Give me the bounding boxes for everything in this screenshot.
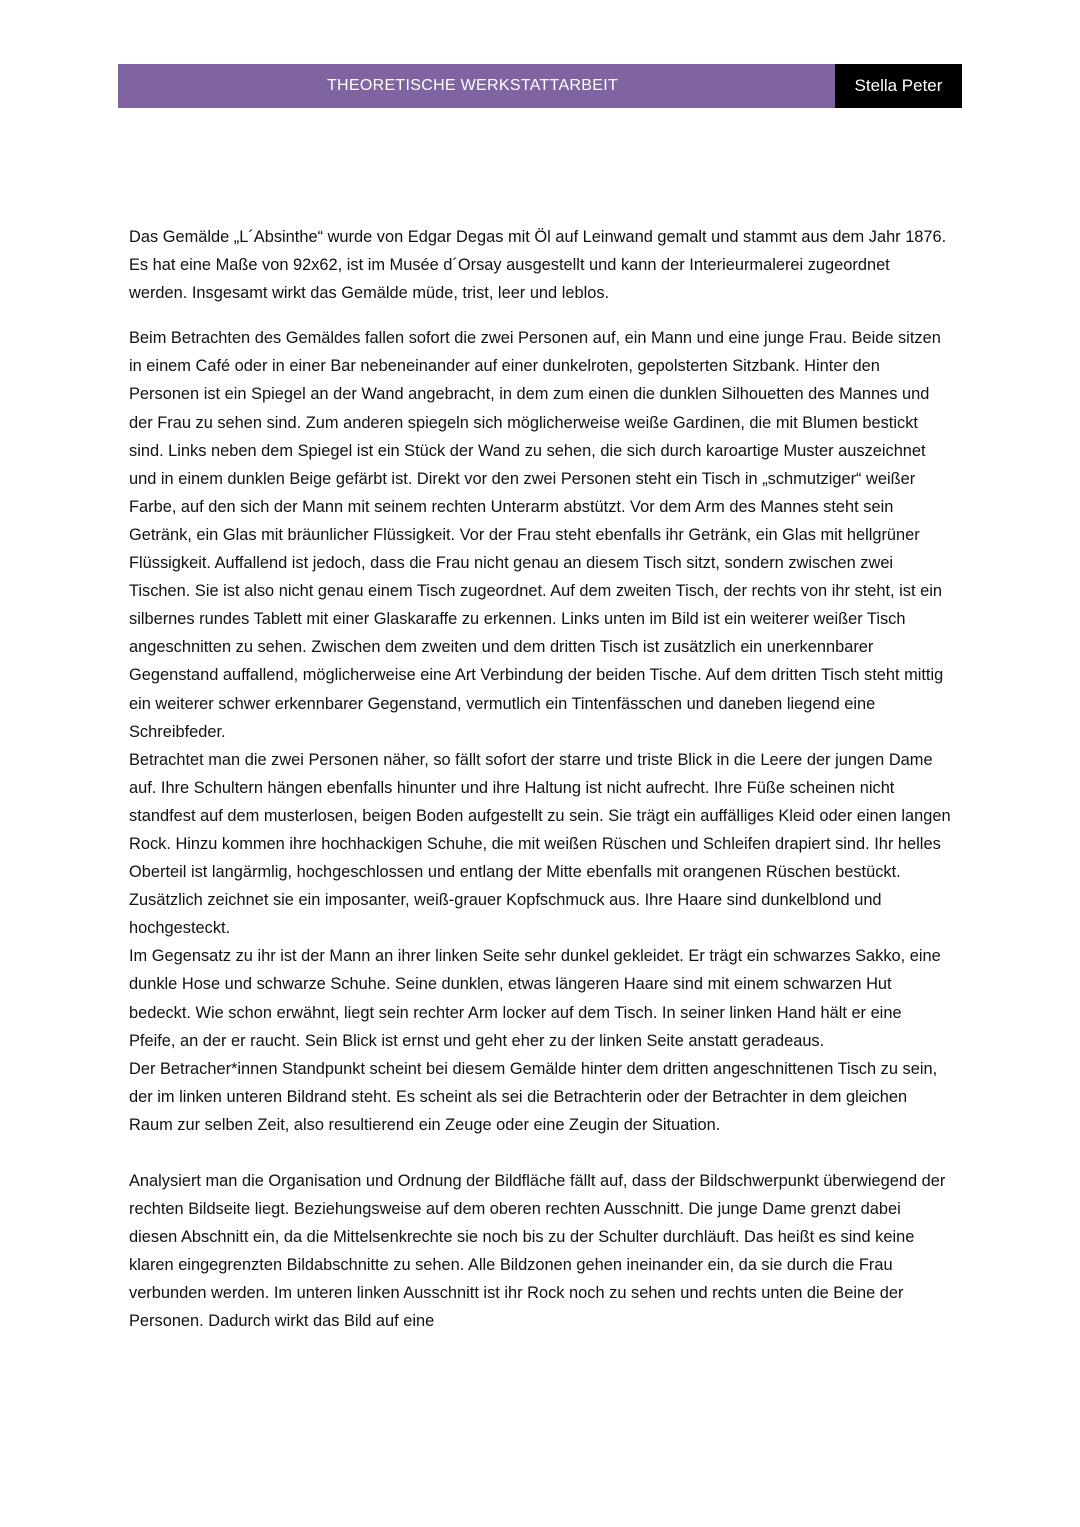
header-title: THEORETISCHE WERKSTATTARBEIT xyxy=(326,77,619,94)
page-header xyxy=(118,64,962,108)
header-author-block xyxy=(835,64,962,108)
paragraph-woman: Betrachtet man die zwei Personen näher, so fällt sofort der starre und triste Blick in die Leere der jungen Dame auf. Ihre Schultern hängen ebenfalls hinunter und ihre Haltung ist nicht aufrecht. Ihre Füße scheinen nicht standfest auf dem musterlosen, beigen Boden aufgestellt zu sein. Sie trägt ein auffälliges Kleid oder einen langen Rock. Hinzu kommen ihre hochhackigen Schuhe, die mit weißen Rüschen und Schleifen drapiert sind. Ihr helles Oberteil ist langärmlig, hochgeschlossen und entlang der Mitte ebenfalls mit orangenen Rüschen bestückt. Zusätzlich zeichnet sie ein imposanter, weiß-grauer Kopfschmuck aus. Ihre Haare sind dunkelblond und hochgesteckt. xyxy=(129,750,951,938)
paragraph-description: Beim Betrachten des Gemäldes fallen sofort die zwei Personen auf, ein Mann und eine junge Frau. Beide sitzen in einem Café oder in einer Bar nebeneinander auf einer dunkelroten, gepolsterten Sitzbank. Hinter den Personen ist ein Spiegel an der Wand angebracht, in dem zum einen die dunklen Silhouetten des Mannes und der Frau zu sehen sind. Zum anderen spiegeln sich möglicherweise weiße Gardinen, die mit Blumen bestickt sind. Links neben dem Spiegel ist ein Stück der Wand zu sehen, die sich durch karoartige Muster auszeichnet und in einem dunklen Beige gefärbt ist. Direkt vor den zwei Personen steht ein Tisch in „schmutziger“ weißer Farbe, auf den sich der Mann mit seinem rechten Unterarm abstützt. Vor dem Arm des Mannes steht sein Getränk, ein Glas mit bräunlicher Flüssigkeit. Vor der Frau steht ebenfalls ihr Getränk, ein Glas mit hellgrüner Flüssigkeit. Auffallend ist jedoch, dass die Frau nicht genau an diesem Tisch sitzt, sondern zwischen zwei Tischen. Sie ist also nicht genau einem Tisch zugeordnet. Auf dem zweiten Tisch, der rechts von ihr steht, ist ein silbernes rundes Tablett mit einer Glaskaraffe zu erkennen. Links unten im Bild ist ein weiterer weißer Tisch angeschnitten zu sehen. Zwischen dem zweiten und dem dritten Tisch ist zusätzlich ein unerkennbarer Gegenstand auffallend, möglicherweise eine Art Verbindung der beiden Tische. Auf dem dritten Tisch steht mittig ein weiterer schwer erkennbarer Gegenstand, vermutlich ein Tintenfässchen und daneben liegend eine Schreibfeder. xyxy=(129,329,944,741)
header-author: Stella Peter xyxy=(854,76,943,95)
paragraph-viewpoint: Der Betracher*innen Standpunkt scheint bei diesem Gemälde hinter dem dritten angeschnittenen Tisch zu sein, der im linken unteren Bildrand steht. Es scheint als sei die Betrachterin oder der Betrachter in dem gleichen Raum zur selben Zeit, also resultierend ein Zeuge oder eine Zeugin der Situation. xyxy=(129,1059,938,1134)
document-body xyxy=(129,223,951,1336)
paragraph-composition: Analysiert man die Organisation und Ordnung der Bildfläche fällt auf, dass der Bildschwerpunkt überwiegend der rechten Bildseite liegt. Beziehungsweise auf dem oberen rechten Ausschnitt. Die junge Dame grenzt dabei diesen Abschnitt ein, da die Mittelsenkrechte sie noch bis zu der Schulter durchläuft. Das heißt es sind keine klaren eingegrenzten Bildabschnitte zu sehen. Alle Bildzonen gehen ineinander ein, da sie durch die Frau verbunden werden. Im unteren linken Ausschnitt ist ihr Rock noch zu sehen und rechts unten die Beine der Personen. Dadurch wirkt das Bild auf eine xyxy=(129,1172,946,1331)
header-title-block xyxy=(118,64,835,108)
paragraph-intro: Das Gemälde „L´Absinthe“ wurde von Edgar Degas mit Öl auf Leinwand gemalt und stammt aus dem Jahr 1876. Es hat eine Maße von 92x62, ist im Musée d´Orsay ausgestellt und kann der Interieurmalerei zugeordnet werden. Insgesamt wirkt das Gemälde müde, trist, leer und leblos. xyxy=(129,228,947,303)
paragraph-man: Im Gegensatz zu ihr ist der Mann an ihrer linken Seite sehr dunkel gekleidet. Er trägt ein schwarzes Sakko, eine dunkle Hose und schwarze Schuhe. Seine dunklen, etwas längeren Haare sind mit einem schwarzen Hut bedeckt. Wie schon erwähnt, liegt sein rechter Arm locker auf dem Tisch. In seiner linken Hand hält er eine Pfeife, an der er raucht. Sein Blick ist ernst und geht eher zu der linken Seite anstatt geradeaus. xyxy=(129,947,941,1050)
